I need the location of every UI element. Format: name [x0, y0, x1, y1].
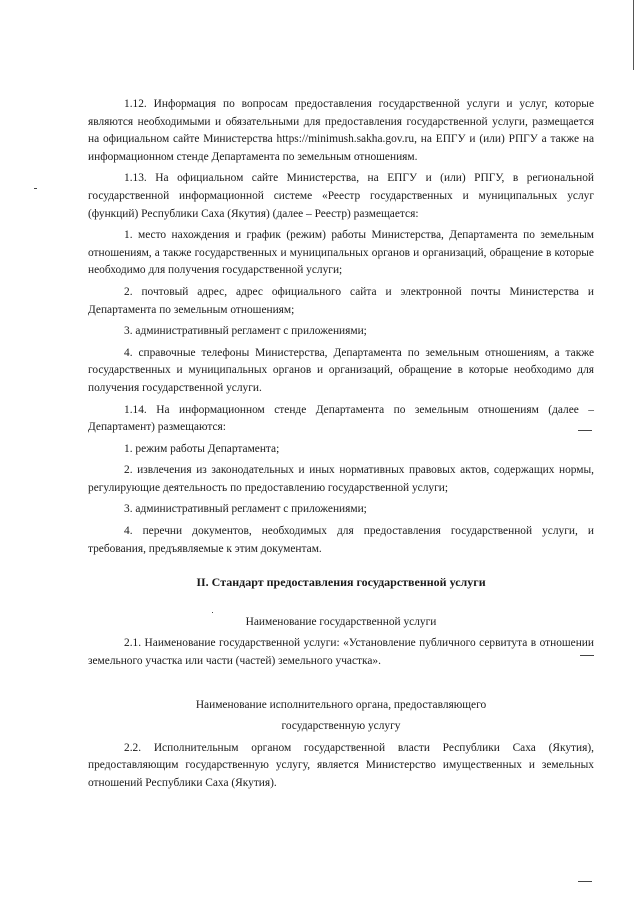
subheading-executive-body-line1: Наименование исполнительного органа, предоставляющего: [195, 698, 487, 711]
scan-speck: [34, 188, 37, 189]
list-item-2: 2. извлечения из законодательных и иных нормативных правовых актов, содержащих нормы, регулирующие деятельность по предоставлению государственной услуги;: [88, 464, 594, 494]
list-item-1: 1. режим работы Департамента;: [124, 442, 280, 455]
paragraph-2-1: 2.1. Наименование государственной услуги: «Установление публичного сервитута в отношении земельного участка или части (частей) земельного участка».: [88, 637, 594, 668]
section-heading: II. Стандарт предоставления государственной услуги: [196, 575, 486, 590]
paragraph-1-14: 1.14. На информационном стенде Департамента по земельным отношениям (далее – Департамент) размещаются:: [88, 403, 594, 434]
subheading-executive-body-line2: государственную услугу: [281, 720, 401, 733]
paragraph-1-12: 1.12. Информация по вопросам предоставления государственной услуги и услуг, которые являются необходимыми и обязательными для предоставления государственной услуги, размещается на официальном сайте Министерства https://minimush.sakha.gov.ru, на ЕПГУ и (или) РПГУ а также на информационном стенде Департамента по земельным отношениям.: [88, 98, 594, 163]
list-item-2: 2. почтовый адрес, адрес официального сайта и электронной почты Министерства и Департамента по земельным отношениям;: [88, 285, 594, 316]
scan-speck: [578, 881, 592, 882]
paragraph-2-2: 2.2. Исполнительным органом государственной власти Республики Саха (Якутия), предоставляющим государственную услугу, является Министерство имущественных и земельных отношений Республики Саха (Якутия).: [88, 741, 594, 789]
document-page: [88, 96, 594, 797]
list-item-3: 3. административный регламент с приложениями;: [124, 325, 367, 338]
list-item-1: 1. место нахождения и график (режим) работы Министерства, Департамента по земельным отношениям, а также государственных и муниципальных органов и организаций, обращение в которые необходимо для получения государственной услуги;: [88, 229, 594, 277]
subheading-service-name: Наименование государственной услуги: [245, 615, 437, 628]
list-item-4: 4. справочные телефоны Министерства, Департамента по земельным отношениям, а также государственных и муниципальных органов и организаций, обращение в которые необходимо для получения государственной услуги.: [88, 346, 594, 394]
paragraph-1-13: 1.13. На официальном сайте Министерства, на ЕПГУ и (или) РПГУ, в региональной государственной информационной системе «Реестр государственных и муниципальных услуг (функций) Республики Саха (Якутия) (далее – Реестр) размещается:: [88, 172, 594, 220]
list-item-4: 4. перечни документов, необходимых для предоставления государственной услуги, и требования, предъявляемые к этим документам.: [88, 525, 594, 555]
list-item-3: 3. административный регламент с приложениями;: [124, 503, 367, 516]
scan-edge-line: [633, 0, 634, 70]
